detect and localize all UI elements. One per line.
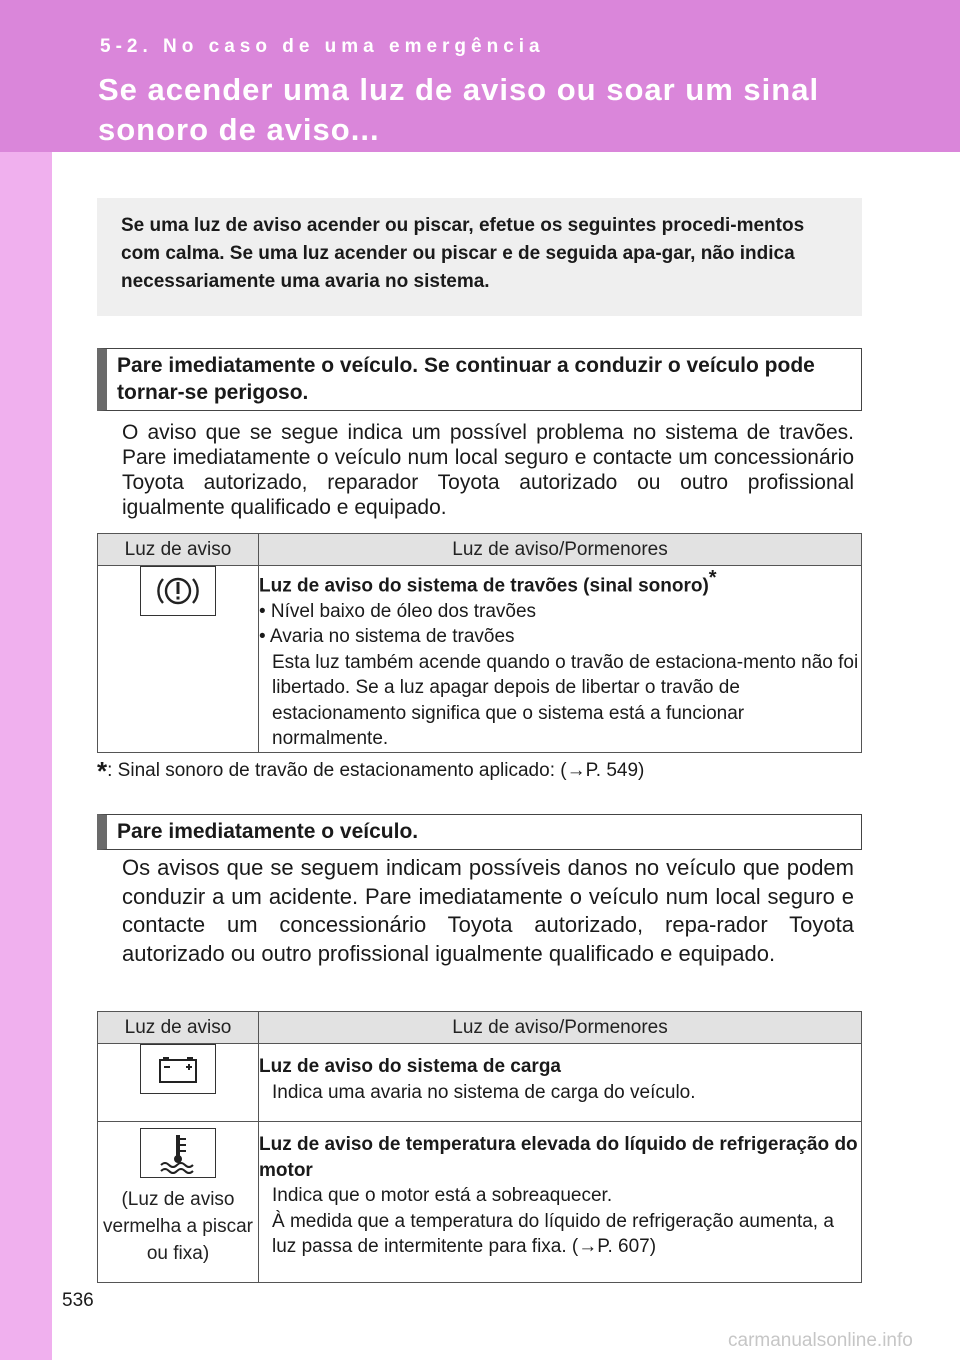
intro-box: Se uma luz de aviso acender ou piscar, efetue os seguintes procedi-mentos com calma. Se uma luz acender ou piscar e de seguida apa-gar, não indica necessariamente uma avaria no sistema. xyxy=(97,198,862,316)
table-row xyxy=(98,566,862,753)
table-row xyxy=(98,1044,862,1122)
warning-title: Luz de aviso de temperatura elevada do líquido de refrigeração do motor xyxy=(259,1134,858,1181)
page-side-strip xyxy=(0,0,52,1360)
watermark: carmanualsonline.info xyxy=(728,1330,913,1351)
table-header-details: Luz de aviso/Pormenores xyxy=(259,1012,862,1044)
table-header-details: Luz de aviso/Pormenores xyxy=(259,534,862,566)
page-title: Se acender uma luz de aviso ou soar um sinal sonoro de aviso... xyxy=(98,72,820,147)
warning-title: Luz de aviso do sistema de carga xyxy=(259,1056,561,1077)
section1-heading: Pare imediatamente o veículo. Se continuar a conduzir o veículo pode tornar-se perigoso. xyxy=(97,348,862,411)
battery-icon xyxy=(140,1044,216,1094)
warning-text: Indica que o motor está a sobreaquecer. xyxy=(272,1185,613,1206)
details-cell xyxy=(259,1044,862,1122)
page-number: 536 xyxy=(62,1290,94,1311)
brake-warning-table xyxy=(97,533,862,753)
bullet-item: • Avaria no sistema de travões xyxy=(259,626,515,648)
icon-caption: (Luz de aviso vermelha a piscar ou fixa) xyxy=(103,1189,253,1264)
coolant-temperature-icon xyxy=(140,1128,216,1178)
icon-cell xyxy=(98,1122,259,1283)
warning-text: À medida que a temperatura do líquido de refrigeração aumenta, a luz passa de intermitente para fixa. (→P. 607) xyxy=(272,1210,834,1257)
section1-body: O aviso que se segue indica um possível problema no sistema de travões. Pare imediatamente o veículo num local seguro e contacte um concessionário Toyota autorizado, reparador Toyota autorizado ou outro profissional igualmente qualificado e equipado. xyxy=(122,421,854,519)
warning-note: Esta luz também acende quando o travão de estaciona-mento não foi libertado. Se a luz apagar depois de libertar o travão de estacionamento significa que o sistema está a funcionar normalmente. xyxy=(272,651,859,750)
table-header-light: Luz de aviso xyxy=(98,1012,259,1044)
footnote: *: Sinal sonoro de travão de estacionamento aplicado: (→P. 549) xyxy=(97,756,645,786)
header-band xyxy=(0,0,960,152)
table-row xyxy=(98,1122,862,1283)
warning-text: Indica uma avaria no sistema de carga do veículo. xyxy=(272,1081,696,1103)
warning-title: Luz de aviso do sistema de travões (sinal sonoro)* xyxy=(259,567,717,597)
icon-cell xyxy=(98,566,259,753)
section2-body: Os avisos que se seguem indicam possíveis danos no veículo que podem conduzir a um acidente. Pare imediatamente o veículo num local seguro e contacte um concessionário Toyota autorizado, repa-rador Toyota autorizado ou outro profissional igualmente qualificado e equipado. xyxy=(122,855,854,966)
section2-heading: Pare imediatamente o veículo. xyxy=(97,814,862,850)
damage-warning-table xyxy=(97,1011,862,1283)
bullet-item: • Nível baixo de óleo dos travões xyxy=(259,600,537,622)
table-header-light: Luz de aviso xyxy=(98,534,259,566)
details-cell xyxy=(259,566,862,753)
brake-warning-icon xyxy=(140,566,216,616)
icon-cell xyxy=(98,1044,259,1122)
section-label: 5-2. No caso de uma emergência xyxy=(100,36,545,57)
details-cell xyxy=(259,1122,862,1283)
